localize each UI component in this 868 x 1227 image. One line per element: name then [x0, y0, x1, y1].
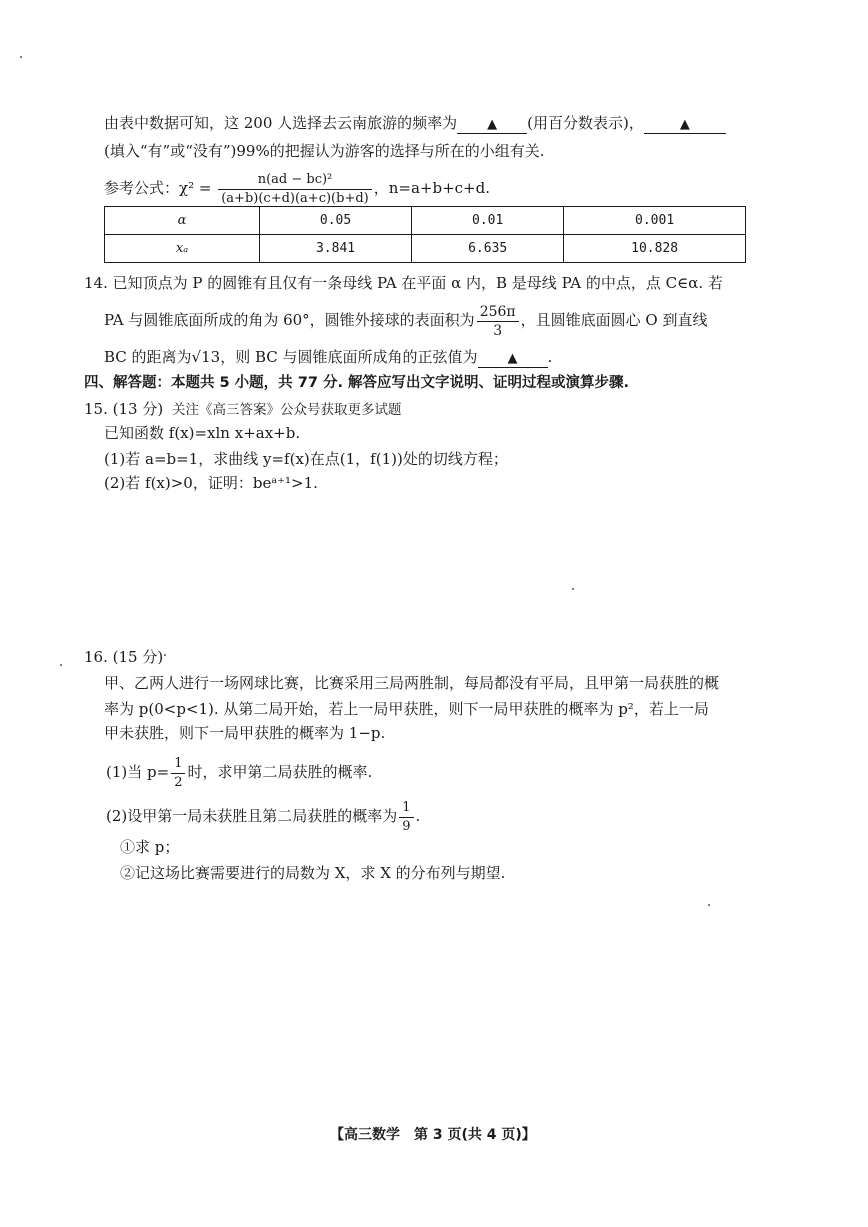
q13-line2: (填入“有”或“没有”)99%的把握认为游客的选择与所在的小组有关.: [104, 142, 545, 160]
ninth-fraction: [399, 799, 413, 836]
fraction-denominator: 2: [174, 774, 183, 790]
table-cell: 0.05: [260, 207, 412, 235]
blank-triangle-icon: ▲: [507, 351, 518, 366]
scan-speck: [60, 664, 62, 666]
formula-numerator: n(ad − bc)²: [218, 171, 372, 190]
q16-part2-text-a: (2)设甲第一局未获胜且第二局获胜的概率为: [106, 807, 398, 825]
scan-speck: [572, 588, 574, 590]
fraction-denominator: 9: [402, 818, 411, 834]
q14-text-d: .: [547, 348, 553, 366]
q16-part2: [106, 796, 420, 836]
fraction-numerator: 1: [399, 799, 413, 818]
q13-text-a: 由表中数据可知，这 200 人选择去云南旅游的频率为: [104, 114, 458, 132]
formula-tail: ，n=a+b+c+d.: [373, 179, 490, 197]
q16-part1: [106, 752, 372, 792]
q15-stem: 已知函数 f(x)=xln x+ax+b.: [104, 424, 301, 442]
table-cell: 0.001: [564, 207, 746, 235]
watermark-text: 关注《高三答案》公众号获取更多试题: [171, 402, 402, 418]
answer-blank-3[interactable]: [478, 349, 548, 368]
section-heading: 四、解答题：本题共 5 小题，共 77 分. 解答应写出文字说明、证明过程或演算步骤.: [84, 375, 630, 391]
table-row: [105, 235, 746, 263]
blank-triangle-icon: ▲: [679, 117, 690, 132]
scan-speck: [20, 56, 22, 58]
q14-line2: [104, 300, 707, 340]
q16-part1-text-b: 时，求甲第二局获胜的概率.: [187, 763, 373, 781]
half-fraction: [171, 755, 185, 792]
q16-stem3: 甲未获胜，则下一局甲获胜的概率为 1−p.: [104, 724, 386, 742]
q16-sub1: ①求 p；: [120, 838, 180, 856]
table-cell: 0.01: [412, 207, 564, 235]
q16-part1-text-a: (1)当 p=: [106, 763, 170, 781]
q14-text-c: BC 的距离为√13，则 BC 与圆锥底面所成角的正弦值为: [104, 348, 478, 366]
table-row: [105, 207, 746, 235]
table-cell: 3.841: [260, 235, 412, 263]
scan-speck: [708, 904, 710, 906]
answer-blank-1[interactable]: [457, 115, 527, 134]
reference-formula: [104, 170, 490, 208]
table-header-x: xₐ: [105, 235, 260, 263]
fraction-numerator: 256π: [477, 303, 519, 322]
blank-triangle-icon: ▲: [487, 117, 498, 132]
q14-text-b: ，且圆锥底面圆心 O 到直线: [520, 311, 708, 329]
q16-stem1: 甲、乙两人进行一场网球比赛，比赛采用三局两胜制，每局都没有平局，且甲第一局获胜的概: [104, 674, 720, 692]
table-cell: 10.828: [564, 235, 746, 263]
surface-area-fraction: [477, 303, 519, 340]
formula-label: 参考公式：χ² =: [104, 179, 212, 197]
q16-heading: 16. (15 分): [84, 648, 164, 666]
q15-number: 15. (13 分): [84, 400, 164, 418]
chi-square-fraction: [218, 171, 372, 208]
q13-text-b: (用百分数表示)，: [527, 114, 644, 132]
fraction-numerator: 1: [171, 755, 185, 774]
q13-line1: [104, 112, 726, 134]
formula-denominator: (a+b)(c+d)(a+c)(b+d): [221, 190, 369, 206]
q16-sub2: ②记这场比赛需要进行的局数为 X，求 X 的分布列与期望.: [120, 864, 506, 882]
fraction-denominator: 3: [493, 322, 503, 339]
table-cell: 6.635: [412, 235, 564, 263]
scan-speck: [164, 654, 166, 656]
q15-heading: [84, 398, 401, 421]
answer-blank-2[interactable]: [644, 115, 726, 134]
q16-part2-text-b: .: [415, 807, 421, 825]
table-header-alpha: α: [105, 207, 260, 235]
q16-stem2: 率为 p(0<p<1). 从第二局开始，若上一局甲获胜，则下一局甲获胜的概率为 p²，若上一局: [104, 700, 709, 718]
critical-value-table: [104, 206, 746, 263]
q14-line3: [104, 346, 552, 368]
q14-text-a: PA 与圆锥底面所成的角为 60°，圆锥外接球的表面积为: [104, 311, 475, 329]
q14-line1: 14. 已知顶点为 P 的圆锥有且仅有一条母线 PA 在平面 α 内，B 是母线 PA 的中点，点 C∈α. 若: [84, 274, 723, 292]
page-footer: 【高三数学 第 3 页(共 4 页)】: [330, 1127, 536, 1143]
q15-part2: (2)若 f(x)>0，证明：beᵃ⁺¹>1.: [104, 474, 318, 492]
q15-part1: (1)若 a=b=1，求曲线 y=f(x)在点(1，f(1))处的切线方程；: [104, 450, 508, 468]
